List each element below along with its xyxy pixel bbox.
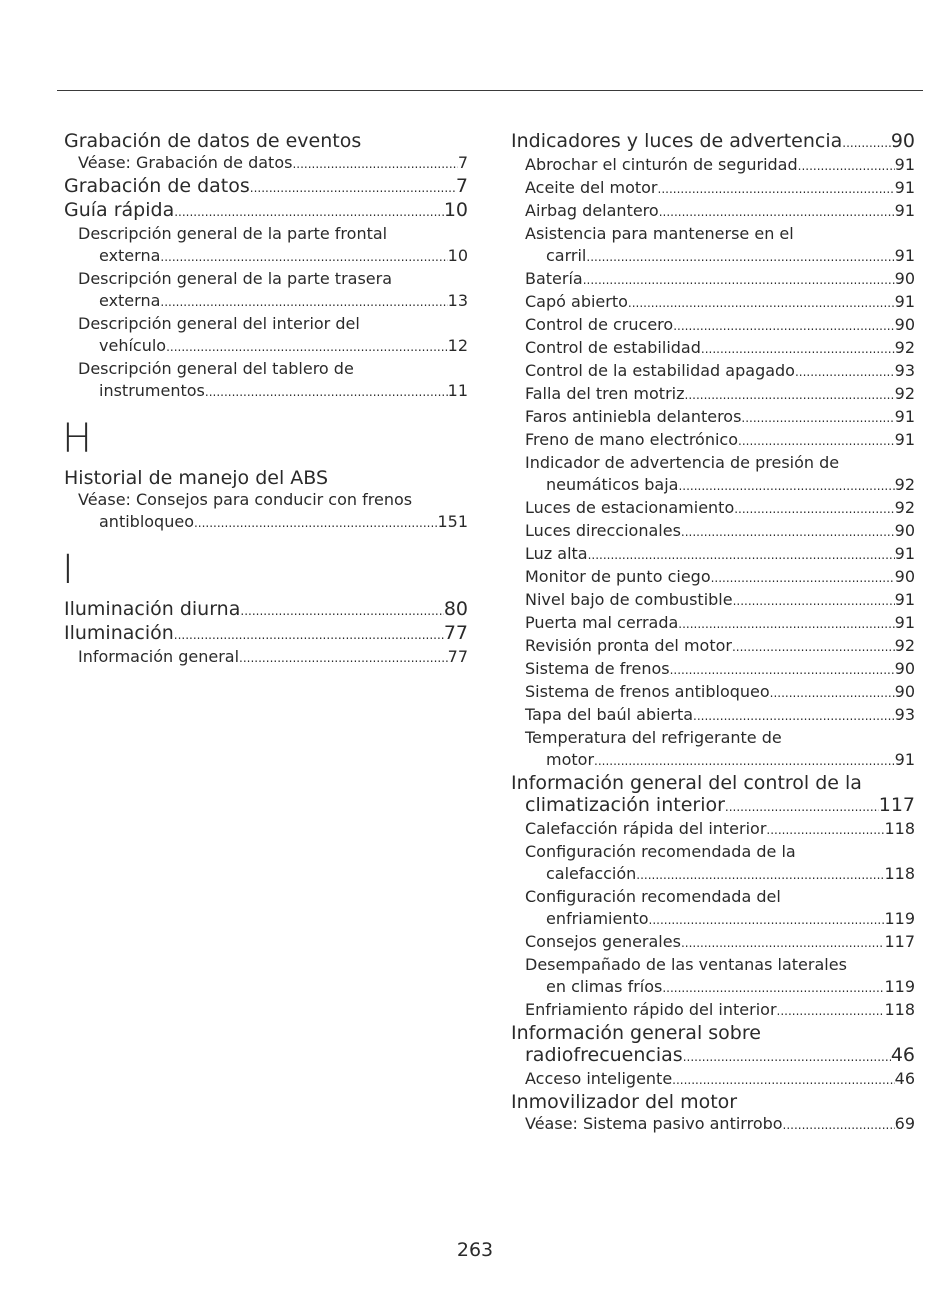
- dot-leader: [734, 497, 894, 520]
- index-term: Información general del control de la: [511, 772, 862, 794]
- index-page-ref: 90: [894, 659, 915, 678]
- index-entry: [511, 1022, 915, 1068]
- index-term: Calefacción rápida del interior: [525, 819, 767, 838]
- index-subentry: [511, 841, 915, 886]
- index-term: Revisión pronta del motor: [525, 636, 732, 655]
- index-term: Nivel bajo de combustible: [525, 590, 733, 609]
- index-page-ref: 10: [447, 246, 468, 265]
- index-page-ref: 11: [447, 381, 468, 400]
- index-page-ref: 91: [894, 155, 915, 174]
- index-term: Luces direccionales: [525, 521, 681, 540]
- index-term: Enfriamiento rápido del interior: [525, 1000, 777, 1019]
- index-term: Indicadores y luces de advertencia: [511, 130, 843, 152]
- index-subentry: [511, 452, 915, 497]
- index-term: Información general: [78, 647, 240, 666]
- index-subentry: [511, 886, 915, 931]
- index-subentry: [511, 1068, 915, 1091]
- index-entry: [511, 130, 915, 154]
- index-term: Información general sobre: [511, 1022, 761, 1044]
- index-term: neumáticos baja: [546, 475, 679, 494]
- dot-leader: [798, 154, 895, 177]
- dot-leader: [777, 999, 885, 1022]
- index-term: climatización interior: [525, 794, 725, 816]
- index-subentry: [64, 358, 468, 403]
- index-subentry: [511, 704, 915, 727]
- dot-leader: [701, 337, 895, 360]
- dot-leader: [783, 1113, 895, 1136]
- index-section-letter: I: [62, 547, 74, 593]
- index-term: externa: [99, 291, 161, 310]
- dot-leader: [795, 360, 895, 383]
- index-term: Consejos generales: [525, 932, 681, 951]
- header-rule: [57, 90, 923, 91]
- index-subentry: [511, 818, 915, 841]
- index-subentry: [511, 314, 915, 337]
- index-subentry: [511, 429, 915, 452]
- index-subentry: [511, 177, 915, 200]
- index-page-ref: 69: [894, 1114, 915, 1133]
- index-term: Aceite del motor: [525, 178, 658, 197]
- index-term: Batería: [525, 269, 583, 288]
- index-page-ref: 92: [894, 475, 915, 494]
- dot-leader: [194, 511, 437, 534]
- index-term: radiofrecuencias: [525, 1044, 683, 1066]
- index-term: Historial de manejo del ABS: [64, 467, 329, 489]
- index-term: Configuración recomendada de la: [525, 842, 796, 861]
- index-subentry: [64, 152, 468, 175]
- index-page-ref: 91: [894, 750, 915, 769]
- index-page-ref: 92: [894, 384, 915, 403]
- dot-leader: [636, 863, 884, 886]
- index-term: Asistencia para mantenerse en el: [525, 224, 794, 243]
- index-page-ref: 91: [894, 246, 915, 265]
- index-term: Sistema de frenos antibloqueo: [525, 682, 770, 701]
- index-page-ref: 12: [447, 336, 468, 355]
- index-subentry: [511, 520, 915, 543]
- index-term: Descripción general del tablero de: [78, 359, 354, 378]
- index-entry: [511, 772, 915, 818]
- index-subentry: [64, 223, 468, 268]
- index-term: Véase: Consejos para conducir con frenos: [78, 490, 413, 509]
- index-page-ref: 91: [894, 613, 915, 632]
- index-section-letter: H: [62, 416, 93, 462]
- dot-leader: [678, 612, 894, 635]
- index-subentry: [511, 566, 915, 589]
- index-term: Faros antiniebla delanteros: [525, 407, 742, 426]
- index-term: Configuración recomendada del: [525, 887, 781, 906]
- dot-leader: [683, 1044, 891, 1068]
- index-page-ref: 7: [455, 175, 468, 197]
- index-page-ref: 90: [890, 130, 915, 152]
- index-subentry: [511, 954, 915, 999]
- index-term: Iluminación: [64, 622, 174, 644]
- index-page-ref: 77: [443, 622, 468, 644]
- index-term: Temperatura del refrigerante de: [525, 728, 782, 747]
- index-subentry: [511, 200, 915, 223]
- index-page-ref: 90: [894, 682, 915, 701]
- index-subentry: [511, 406, 915, 429]
- index-term: Descripción general de la parte trasera: [78, 269, 393, 288]
- index-subentry: [511, 291, 915, 314]
- dot-leader: [174, 622, 444, 646]
- index-entry: [64, 598, 468, 622]
- index-term: Airbag delantero: [525, 201, 659, 220]
- dot-leader: [681, 520, 895, 543]
- index-page-ref: 46: [894, 1069, 915, 1088]
- index-page-ref: 118: [884, 1000, 915, 1019]
- dot-leader: [239, 646, 448, 669]
- index-subentry: [64, 313, 468, 358]
- index-page-ref: 91: [894, 590, 915, 609]
- dot-leader: [240, 598, 443, 622]
- index-subentry: [511, 681, 915, 704]
- index-term: Desempañado de las ventanas laterales: [525, 955, 847, 974]
- dot-leader: [160, 290, 447, 313]
- index-subentry: [511, 1113, 915, 1136]
- index-entry: [64, 199, 468, 223]
- index-page-ref: 93: [894, 705, 915, 724]
- index-term: vehículo: [99, 336, 167, 355]
- dot-leader: [205, 380, 448, 403]
- index-subentry: [511, 612, 915, 635]
- dot-leader: [250, 175, 456, 199]
- index-term: Luz alta: [525, 544, 588, 563]
- index-subentry: [511, 635, 915, 658]
- index-term: Véase: Grabación de datos: [78, 153, 293, 172]
- index-subentry: [511, 727, 915, 772]
- index-page-ref: 91: [894, 430, 915, 449]
- index-page-ref: 151: [437, 512, 468, 531]
- index-term: Abrochar el cinturón de seguridad: [525, 155, 798, 174]
- index-subentry: [64, 646, 468, 669]
- index-entry: [511, 1091, 915, 1113]
- index-term: Guía rápida: [64, 199, 175, 221]
- dot-leader: [766, 818, 884, 841]
- dot-leader: [741, 406, 894, 429]
- index-term: Véase: Sistema pasivo antirrobo: [525, 1114, 783, 1133]
- index-page-ref: 10: [443, 199, 468, 221]
- index-term: Control de la estabilidad apagado: [525, 361, 795, 380]
- index-term: Monitor de punto ciego: [525, 567, 711, 586]
- index-term: Grabación de datos: [64, 175, 250, 197]
- index-subentry: [511, 268, 915, 291]
- index-term: Tapa del baúl abierta: [525, 705, 694, 724]
- dot-leader: [586, 245, 894, 268]
- index-page-ref: 92: [894, 338, 915, 357]
- dot-leader: [174, 199, 444, 223]
- index-subentry: [511, 999, 915, 1022]
- index-term: Capó abierto: [525, 292, 628, 311]
- index-subentry: [511, 337, 915, 360]
- index-page-ref: 90: [894, 521, 915, 540]
- dot-leader: [659, 200, 895, 223]
- index-page-ref: 90: [894, 315, 915, 334]
- index-term: Control de crucero: [525, 315, 674, 334]
- index-term: Acceso inteligente: [525, 1069, 673, 1088]
- index-entry: [64, 622, 468, 646]
- index-term: Puerta mal cerrada: [525, 613, 679, 632]
- index-column-right: [511, 130, 915, 1136]
- dot-leader: [725, 794, 879, 818]
- index-page-ref: 92: [894, 498, 915, 517]
- index-term: Descripción general del interior del: [78, 314, 360, 333]
- index-page-ref: 119: [884, 977, 915, 996]
- index-term: antibloqueo: [99, 512, 194, 531]
- index-page-ref: 117: [878, 794, 915, 816]
- dot-leader: [649, 908, 885, 931]
- index-term: enfriamiento: [546, 909, 649, 928]
- dot-leader: [662, 976, 884, 999]
- index-column-left: [64, 130, 468, 669]
- index-subentry: [511, 497, 915, 520]
- index-page-ref: 91: [894, 178, 915, 197]
- dot-leader: [628, 291, 895, 314]
- dot-leader: [166, 335, 448, 358]
- index-term: Iluminación diurna: [64, 598, 241, 620]
- dot-leader: [685, 383, 895, 406]
- dot-leader: [588, 543, 895, 566]
- dot-leader: [681, 931, 885, 954]
- dot-leader: [733, 589, 895, 612]
- index-subentry: [511, 383, 915, 406]
- dot-leader: [770, 681, 895, 704]
- index-term: externa: [99, 246, 161, 265]
- dot-leader: [583, 268, 895, 291]
- index-subentry: [511, 658, 915, 681]
- index-subentry: [511, 931, 915, 954]
- index-subentry: [64, 268, 468, 313]
- dot-leader: [678, 474, 894, 497]
- index-term: Inmovilizador del motor: [511, 1091, 738, 1113]
- index-page-ref: 92: [894, 636, 915, 655]
- index-entry: [64, 130, 468, 152]
- dot-leader: [594, 749, 895, 772]
- index-subentry: [64, 489, 468, 534]
- index-subentry: [511, 543, 915, 566]
- index-term: Luces de estacionamiento: [525, 498, 735, 517]
- dot-leader: [842, 130, 891, 154]
- index-term: Control de estabilidad: [525, 338, 701, 357]
- dot-leader: [658, 177, 895, 200]
- index-subentry: [511, 589, 915, 612]
- index-term: Falla del tren motriz: [525, 384, 685, 403]
- index-page-ref: 118: [884, 819, 915, 838]
- index-page-ref: 93: [894, 361, 915, 380]
- index-page-ref: 80: [443, 598, 468, 620]
- index-page-ref: 90: [894, 567, 915, 586]
- index-subentry: [511, 154, 915, 177]
- index-term: motor: [546, 750, 595, 769]
- dot-leader: [670, 658, 895, 681]
- dot-leader: [711, 566, 895, 589]
- index-term: en climas fríos: [546, 977, 663, 996]
- dot-leader: [160, 245, 447, 268]
- index-term: calefacción: [546, 864, 637, 883]
- dot-leader: [732, 635, 895, 658]
- index-page-ref: 119: [884, 909, 915, 928]
- index-term: Indicador de advertencia de presión de: [525, 453, 840, 472]
- index-page-ref: 77: [447, 647, 468, 666]
- dot-leader: [738, 429, 895, 452]
- dot-leader: [693, 704, 895, 727]
- index-term: Grabación de datos de eventos: [64, 130, 362, 152]
- index-term: Descripción general de la parte frontal: [78, 224, 388, 243]
- index-page-ref: 91: [894, 407, 915, 426]
- index-term: instrumentos: [99, 381, 205, 400]
- index-entry: [64, 175, 468, 199]
- index-page-ref: 7: [457, 153, 468, 172]
- index-page-ref: 118: [884, 864, 915, 883]
- index-term: Sistema de frenos: [525, 659, 670, 678]
- index-term: Freno de mano electrónico: [525, 430, 739, 449]
- index-term: carril: [546, 246, 587, 265]
- index-page-ref: 117: [884, 932, 915, 951]
- index-page-ref: 13: [447, 291, 468, 310]
- index-page-ref: 91: [894, 292, 915, 311]
- index-entry: [64, 467, 468, 489]
- index-subentry: [511, 223, 915, 268]
- index-page-ref: 91: [894, 201, 915, 220]
- dot-leader: [672, 1068, 894, 1091]
- index-page-ref: 91: [894, 544, 915, 563]
- index-page-ref: 46: [890, 1044, 915, 1066]
- dot-leader: [292, 152, 457, 175]
- dot-leader: [673, 314, 894, 337]
- index-page-ref: 90: [894, 269, 915, 288]
- index-subentry: [511, 360, 915, 383]
- page-number: 263: [456, 1239, 494, 1261]
